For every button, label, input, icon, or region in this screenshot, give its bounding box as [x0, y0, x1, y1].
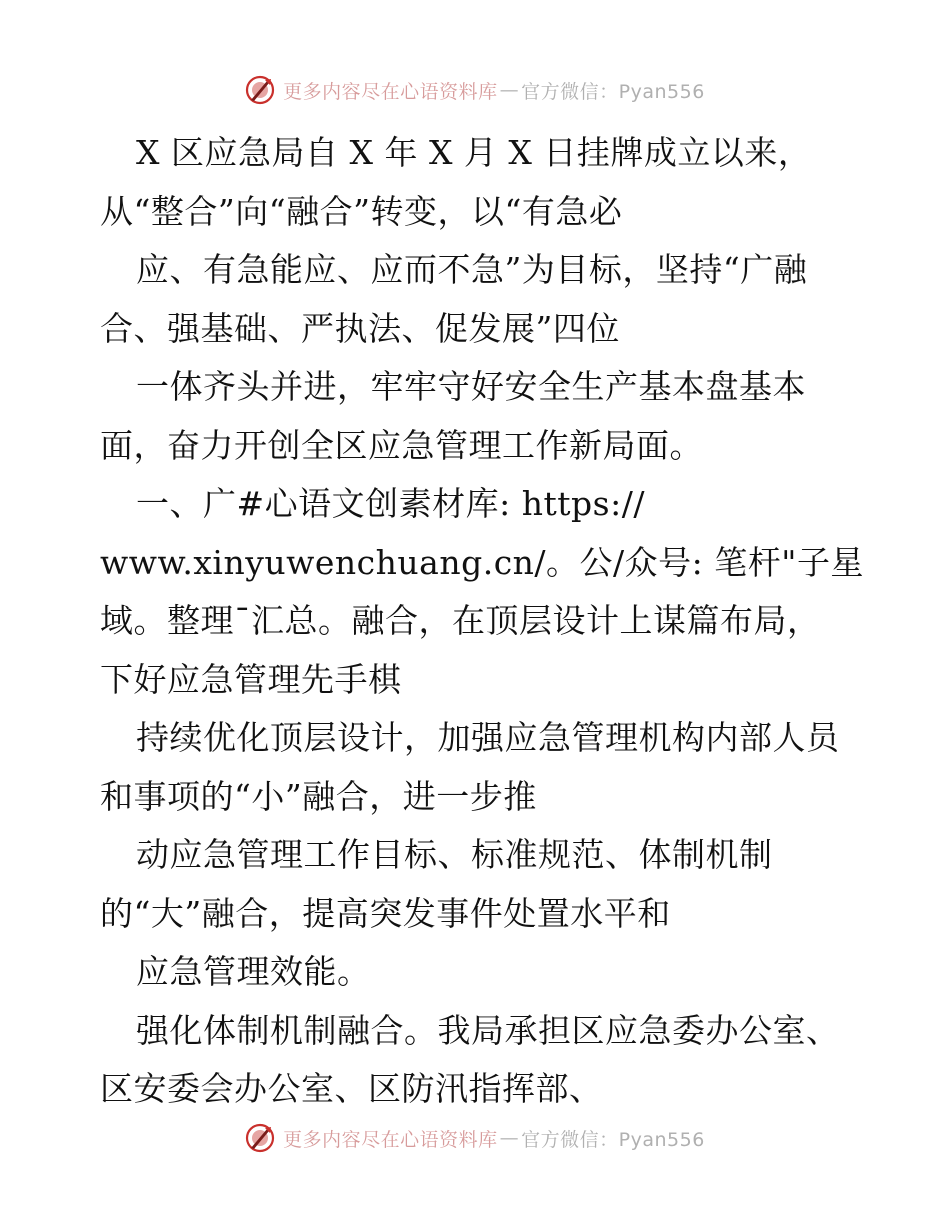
paragraph-line: 下好应急管理先手棋 [100, 659, 402, 699]
paragraph-line: 的“大”融合，提高突发事件处置水平和 [100, 893, 671, 933]
paragraph-line: 强化体制机制融合。我局承担区应急委办公室、 [136, 1010, 840, 1050]
paragraph-line: 合、强基础、严执法、促发展”四位 [100, 308, 620, 348]
paragraph-line: 一、广#心语文创素材库: https:// [136, 484, 645, 523]
quill-seal-icon [245, 1123, 275, 1153]
header-watermark-banner [0, 72, 950, 108]
banner-wechat-text: 官方微信：Pyan556 [521, 1128, 705, 1151]
banner-dash: — [499, 1127, 520, 1149]
footer-watermark-banner [0, 1120, 950, 1156]
paragraph-line: www.xinyuwenchuang.cn/。公/众号: 笔杆"子星 [100, 542, 864, 582]
paragraph-line: 一体齐头并进，牢牢守好安全生产基本盘基本 [136, 367, 806, 406]
paragraph-line: 持续优化顶层设计，加强应急管理机构内部人员 [136, 718, 840, 757]
quill-seal-icon [245, 75, 275, 105]
paragraph-line: X 区应急局自 X 年 X 月 X 日挂牌成立以来， [136, 133, 812, 172]
paragraph-line: 应、有急能应、应而不急”为目标，坚持“广融 [136, 250, 808, 289]
paragraph-line: 从“整合”向“融合”转变，以“有急必 [100, 191, 623, 231]
paragraph-line: 动应急管理工作目标、标准规范、体制机制 [136, 835, 773, 874]
banner-lead-text: 更多内容尽在心语资料库 [283, 80, 498, 103]
document-body [100, 124, 864, 1119]
banner-lead-text: 更多内容尽在心语资料库 [283, 1128, 498, 1151]
paragraph-line: 应急管理效能。 [136, 952, 371, 991]
banner-dash: — [499, 79, 520, 101]
paragraph-line: 区安委会办公室、区防汛指挥部、 [100, 1069, 603, 1108]
paragraph-line: 面，奋力开创全区应急管理工作新局面。 [100, 425, 703, 465]
banner-wechat-text: 官方微信：Pyan556 [521, 80, 705, 103]
paragraph-line: 和事项的“小”融合，进一步推 [100, 776, 537, 816]
paragraph-line: 域。整理¯汇总。融合，在顶层设计上谋篇布局， [100, 601, 821, 640]
